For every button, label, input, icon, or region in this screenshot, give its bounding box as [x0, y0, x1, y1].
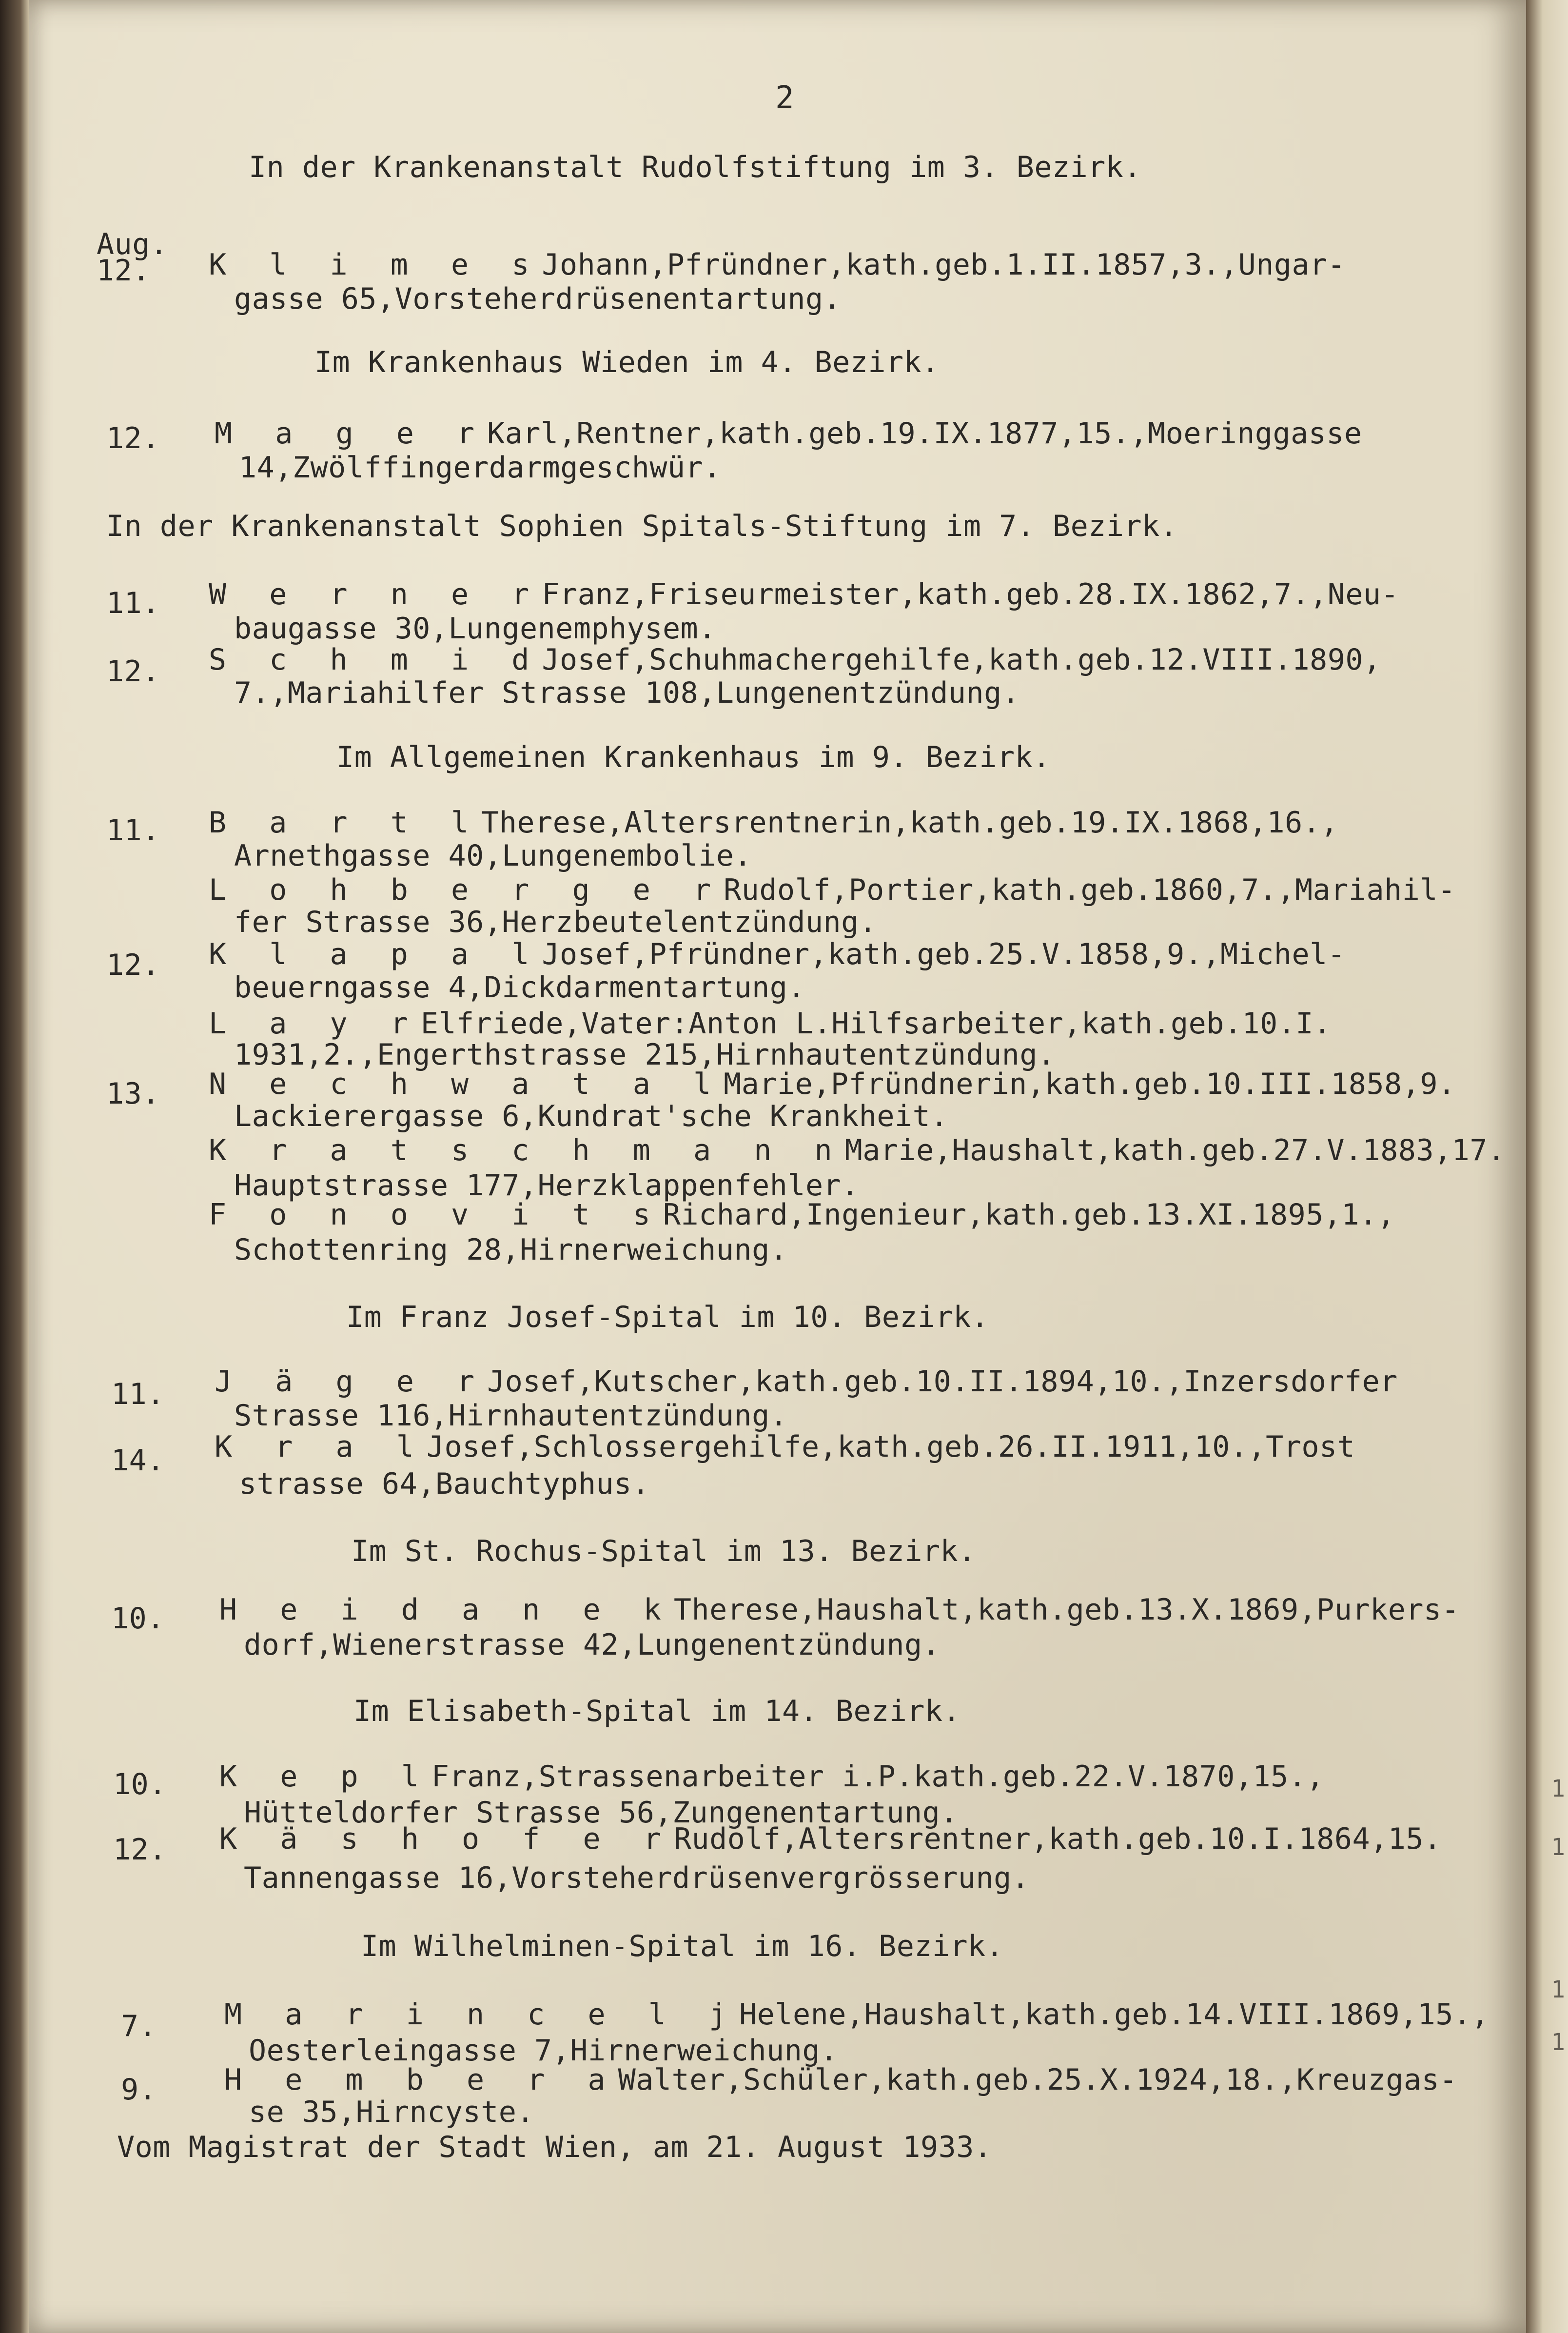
entry-details: Marie,Haushalt,kath.geb.27.V.1883,17. [844, 1133, 1506, 1167]
entry-line-2: beuerngasse 4,Dickdarmentartung. [234, 970, 805, 1005]
entry-line-2: baugasse 30,Lungenemphysem. [234, 612, 716, 646]
month-label: Aug. [97, 227, 168, 261]
page-number: 2 [775, 80, 795, 116]
entry-line [224, 2064, 1457, 2096]
entry-line-2: Tannengasse 16,Vorsteherdrüsenvergrösserung. [244, 1861, 1030, 1895]
entry-details: Rudolf,Portier,kath.geb.1860,7.,Mariahil- [724, 873, 1456, 907]
entry-surname: H e i d a n e k [219, 1593, 674, 1627]
entry-day: 10. [113, 1767, 167, 1801]
entry-surname: K l a p a l [209, 937, 542, 971]
entry-line [209, 644, 1381, 676]
entry-line-2: Hütteldorfer Strasse 56,Zungenentartung. [244, 1796, 958, 1830]
entry-line-2: Lackierergasse 6,Kundrat'sche Krankheit. [234, 1099, 948, 1133]
entry-day: 11. [111, 1377, 165, 1411]
entry-line-2: gasse 65,Vorsteherdrüsenentartung. [234, 282, 842, 316]
entry-surname: M a r i n c e l j [224, 1997, 740, 2032]
entry-surname: W e r n e r [209, 577, 542, 612]
entry-details: Walter,Schüler,kath.geb.25.X.1924,18.,Kreuzgas- [618, 2063, 1457, 2097]
entry-details: Josef,Schlossergehilfe,kath.geb.26.II.1911,10.,Trost [426, 1430, 1355, 1464]
entry-line-2: 1931,2.,Engerthstrasse 215,Hirnhautentzündung. [234, 1038, 1056, 1072]
entry-day: 7. [121, 2009, 157, 2043]
entry-line-2: 14,Zwölffingerdarmgeschwür. [239, 451, 721, 485]
adjacent-page-mark: 1 [1551, 1834, 1565, 1861]
entry-details: Karl,Rentner,kath.geb.19.IX.1877,15.,Moeringgasse [487, 416, 1362, 451]
entry-line [209, 578, 1399, 611]
entry-line [209, 249, 1345, 281]
adjacent-page-edge [1526, 0, 1568, 2333]
entry-surname: S c h m i d [209, 643, 542, 677]
entry-day: 12. [106, 654, 160, 689]
entry-surname: B a r t l [209, 806, 482, 840]
entry-day: 12. [106, 948, 160, 982]
entry-surname: F o n o v i t s [209, 1198, 663, 1232]
entry-line [209, 874, 1456, 906]
section-heading-rudolfstiftung: In der Krankenanstalt Rudolfstiftung im 3. Bezirk. [249, 150, 1142, 184]
entry-details: Rudolf,Altersrentner,kath.geb.10.I.1864,15. [673, 1822, 1442, 1856]
entry-details: Johann,Pfründner,kath.geb.1.II.1857,3.,Ungar- [542, 248, 1346, 282]
entry-surname: K r a t s c h m a n n [209, 1133, 845, 1167]
entry-surname: L a y r [209, 1007, 421, 1041]
entry-day: 12. [97, 254, 150, 288]
entry-day: 9. [121, 2073, 157, 2107]
entry-details: Therese,Altersrentnerin,kath.geb.19.IX.1868,16., [481, 806, 1339, 840]
entry-line [209, 938, 1345, 970]
entry-line-2: fer Strasse 36,Herzbeutelentzündung. [234, 905, 877, 939]
entry-details: Franz,Friseurmeister,kath.geb.28.IX.1862,7.,Neu- [542, 577, 1399, 612]
entry-line [215, 1431, 1355, 1463]
entry-surname: K e p l [219, 1760, 431, 1794]
entry-day: 14. [111, 1443, 165, 1478]
section-heading-wieden: Im Krankenhaus Wieden im 4. Bezirk. [314, 345, 940, 379]
adjacent-page-mark: 1 [1551, 1976, 1565, 2003]
entry-line [215, 1365, 1398, 1398]
entry-line [209, 1068, 1456, 1100]
entry-surname: L o h b e r g e r [209, 873, 724, 907]
entry-details: Elfriede,Vater:Anton L.Hilfsarbeiter,kath.geb.10.I. [420, 1007, 1332, 1041]
entry-surname: K r a l [215, 1430, 427, 1464]
book-gutter [0, 0, 29, 2333]
entry-line [209, 807, 1338, 839]
entry-surname: K ä s h o f e r [219, 1822, 674, 1856]
entry-day: 13. [106, 1077, 160, 1111]
entry-details: Josef,Pfründner,kath.geb.25.V.1858,9.,Michel- [542, 937, 1346, 971]
entry-line-2: Hauptstrasse 177,Herzklappenfehler. [234, 1168, 859, 1203]
entry-surname: K l i m e s [209, 248, 542, 282]
entry-day: 11. [106, 813, 160, 848]
entry-line-2: Arnethgasse 40,Lungenembolie. [234, 839, 752, 873]
entry-line-2: Oesterleingasse 7,Hirnerweichung. [249, 2034, 838, 2068]
document-page [29, 0, 1526, 2333]
entry-line-2: Strasse 116,Hirnhautentzündung. [234, 1399, 788, 1433]
entry-surname: J ä g e r [215, 1364, 488, 1399]
entry-day: 12. [106, 421, 160, 455]
entry-details: Helene,Haushalt,kath.geb.14.VIII.1869,15., [739, 1997, 1490, 2032]
adjacent-page-mark: 1 [1551, 1775, 1565, 1802]
entry-day: 12. [113, 1833, 167, 1867]
entry-line [219, 1760, 1324, 1793]
entry-details: Marie,Pfründnerin,kath.geb.10.III.1858,9. [724, 1067, 1456, 1101]
entry-day: 11. [106, 586, 160, 620]
entry-line [209, 1199, 1395, 1231]
entry-line-2: dorf,Wienerstrasse 42,Lungenentzündung. [244, 1628, 941, 1662]
entry-surname: N e c h w a t a l [209, 1067, 724, 1101]
section-heading-sophien: In der Krankenanstalt Sophien Spitals-Stiftung im 7. Bezirk. [106, 509, 1178, 543]
entry-line [219, 1823, 1442, 1855]
entry-line [209, 1008, 1332, 1040]
entry-line-2: se 35,Hirncyste. [249, 2095, 534, 2129]
entry-details: Richard,Ingenieur,kath.geb.13.XI.1895,1., [663, 1198, 1395, 1232]
entry-details: Franz,Strassenarbeiter i.P.kath.geb.22.V.1870,15., [431, 1760, 1325, 1794]
entry-surname: M a g e r [215, 416, 488, 451]
entry-day: 10. [111, 1601, 165, 1636]
entry-details: Josef,Kutscher,kath.geb.10.II.1894,10.,Inzersdorfer [487, 1364, 1398, 1399]
adjacent-page-mark: 1 [1551, 2029, 1565, 2056]
entry-line [215, 417, 1362, 450]
entry-details: Josef,Schuhmachergehilfe,kath.geb.12.VIII.1890, [542, 643, 1381, 677]
section-heading-elisabeth: Im Elisabeth-Spital im 14. Bezirk. [353, 1694, 961, 1728]
closing-line: Vom Magistrat der Stadt Wien, am 21. August 1933. [117, 2130, 992, 2164]
section-heading-allgemeines: Im Allgemeinen Krankenhaus im 9. Bezirk. [336, 740, 1051, 774]
section-heading-wilhelminen: Im Wilhelminen-Spital im 16. Bezirk. [361, 1929, 1004, 1963]
entry-line-2: strasse 64,Bauchtyphus. [239, 1467, 650, 1501]
entry-details: Therese,Haushalt,kath.geb.13.X.1869,Purkers- [673, 1593, 1460, 1627]
entry-line [219, 1594, 1459, 1626]
entry-line [224, 1998, 1489, 2031]
entry-line-2: 7.,Mariahilfer Strasse 108,Lungenentzündung. [234, 676, 1020, 710]
section-heading-franz-josef: Im Franz Josef-Spital im 10. Bezirk. [346, 1300, 989, 1334]
entry-line-2: Schottenring 28,Hirnerweichung. [234, 1233, 788, 1267]
section-heading-rochus: Im St. Rochus-Spital im 13. Bezirk. [351, 1534, 976, 1568]
entry-line [209, 1134, 1506, 1166]
entry-surname: H e m b e r a [224, 2063, 618, 2097]
